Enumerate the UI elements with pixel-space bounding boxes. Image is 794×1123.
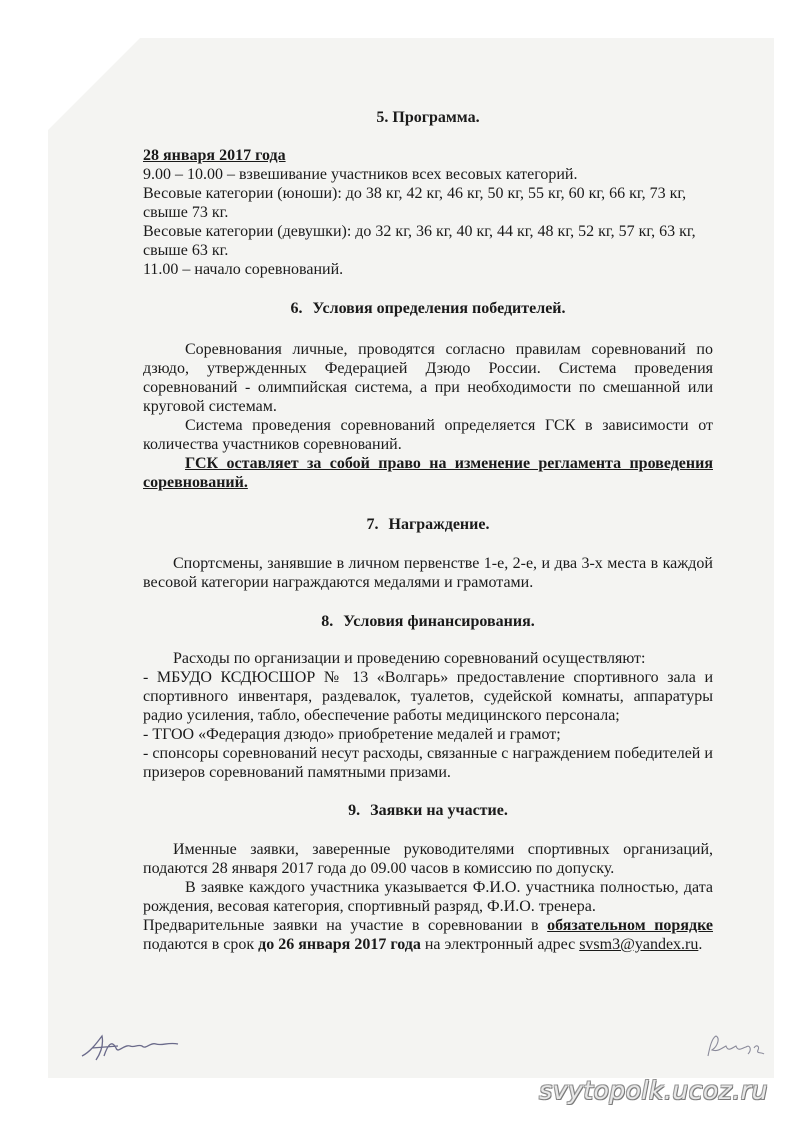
section-9-title: 9. Заявки на участие. (348, 802, 508, 819)
watermark: svytopolk.ucoz.ru (539, 1076, 768, 1105)
section-8-para-2: - МБУДО КСДЮСШОР № 13 «Волгарь» предоставление спортивного зала и спортивного инвентаря, раздевалок, туалетов, судейской комнаты, аппаратуры радио усиления, табло, обеспечение работы медицинского персонала; (143, 669, 713, 724)
section-7-title: 7. Награждение. (366, 516, 490, 533)
signature-right (700, 1030, 770, 1062)
section-8-para-4: - спонсоры соревнований несут расходы, связанные с награждением победителей и призеров соревнований памятными призами. (143, 745, 713, 781)
section-6-para-2: Система проведения соревнований определяется ГСК в зависимости от количества участников соревнований. (143, 417, 713, 453)
program-date: 28 января 2017 года (143, 147, 286, 164)
section-6-para-3: ГСК оставляет за собой право на изменение регламента проведения соревнований. (143, 455, 713, 491)
program-start: 11.00 – начало соревнований. (143, 261, 344, 278)
program-boys-categories: Весовые категории (юноши): до 38 кг, 42 кг, 46 кг, 50 кг, 55 кг, 60 кг, 66 кг, 73 кг, свыше 73 кг. (143, 185, 687, 221)
mandatory-order: обязательном порядке (547, 917, 713, 934)
section-6-title: 6. Условия определения победителей. (290, 300, 566, 317)
folded-corner (48, 38, 140, 130)
email-link[interactable]: svsm3@yandex.ru (579, 936, 699, 953)
section-7-para-1: Спортсмены, занявшие в личном первенстве 1-е, 2-е, и два 3-х места в каждой весовой категории награждаются медалями и грамотами. (143, 555, 713, 591)
section-8-para-3: - ТГОО «Федерация дзюдо» приобретение медалей и грамот; (143, 726, 561, 743)
signature-left (78, 1026, 188, 1066)
section-9-para-1: Именные заявки, заверенные руководителями спортивных организаций, подаются 28 января 2017 года до 09.00 часов в комиссию по допуску. (143, 841, 713, 877)
section-8-para-1: Расходы по организации и проведению соревнований осуществляют: (173, 650, 646, 667)
section-8-title: 8. Условия финансирования. (321, 613, 535, 630)
section-5-title: 5. Программа. (376, 109, 480, 126)
section-6-para-1: Соревнования личные, проводятся согласно правилам соревнований по дзюдо, утвержденных Федерацией Дзюдо России. Система проведения соревнований - олимпийская система, а при необходимости по смешанной или круговой системам. (143, 341, 713, 415)
section-9-para-3: Предварительные заявки на участие в соревновании в обязательном порядке подаются в срок до 26 января 2017 года на электронный адрес svsm3@yandex.ru. (143, 917, 713, 953)
program-girls-categories: Весовые категории (девушки): до 32 кг, 36 кг, 40 кг, 44 кг, 48 кг, 52 кг, 57 кг, 63 кг, свыше 63 кг. (143, 223, 696, 259)
document-body (143, 108, 713, 954)
section-9-para-2: В заявке каждого участника указывается Ф.И.О. участника полностью, дата рождения, весовая категория, спортивный разряд, Ф.И.О. тренера. (143, 879, 713, 915)
deadline-date: до 26 января 2017 года (258, 936, 421, 953)
program-weigh-in: 9.00 – 10.00 – взвешивание участников всех весовых категорий. (143, 166, 578, 183)
